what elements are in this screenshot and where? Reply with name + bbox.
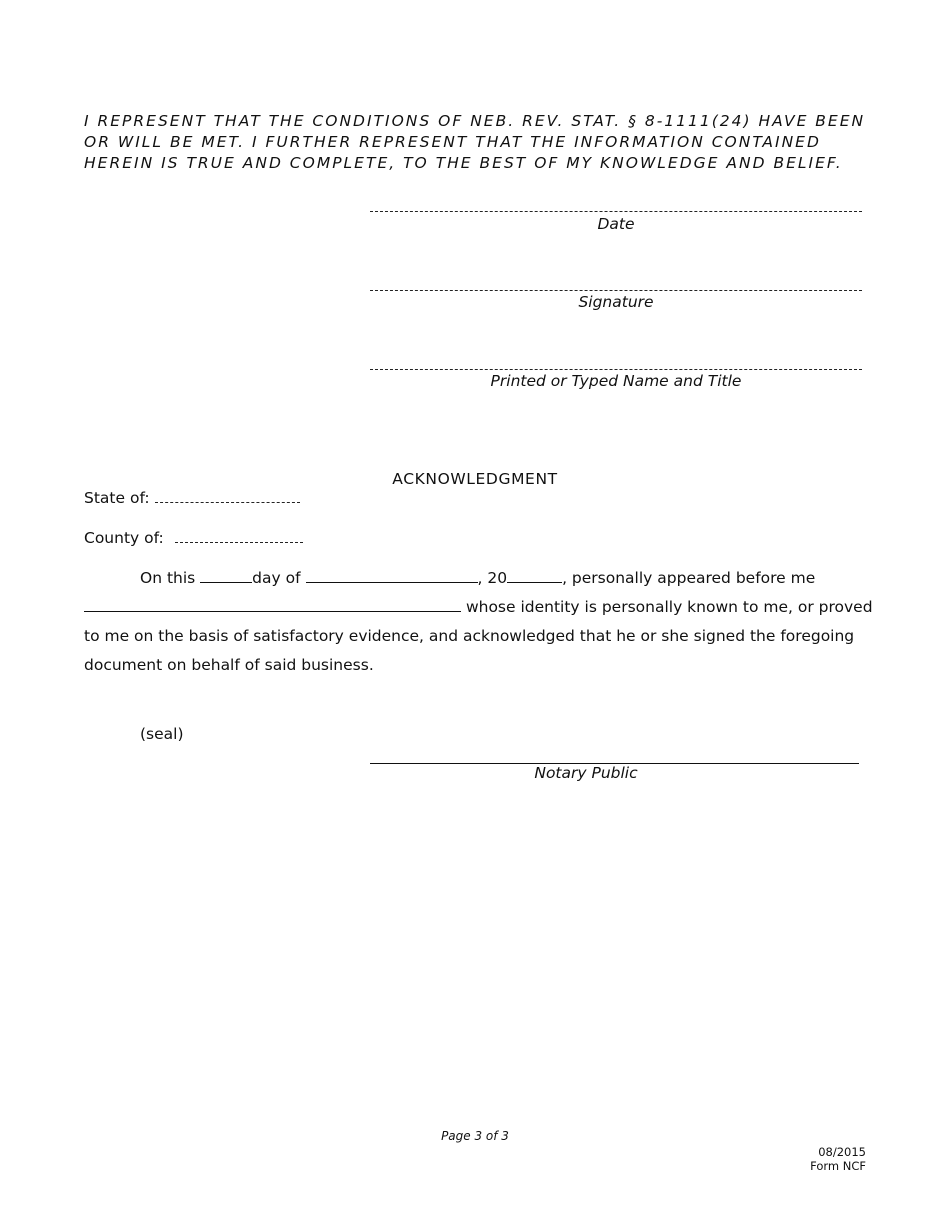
signature-line[interactable] bbox=[370, 290, 862, 291]
ack-paragraph-line-2 bbox=[84, 597, 873, 616]
ack-paragraph-line-1 bbox=[140, 568, 815, 587]
day-blank[interactable] bbox=[200, 568, 252, 583]
representation-line-3: HEREIN IS TRUE AND COMPLETE, TO THE BEST OF MY KNOWLEDGE AND BELIEF. bbox=[84, 154, 843, 172]
year-prefix-text: , 20 bbox=[477, 569, 508, 587]
name-title-label: Printed or Typed Name and Title bbox=[490, 372, 742, 390]
month-blank[interactable] bbox=[306, 568, 478, 583]
form-info bbox=[810, 1145, 866, 1173]
year-blank[interactable] bbox=[507, 568, 562, 583]
seal-label: (seal) bbox=[140, 725, 184, 743]
signature-label: Signature bbox=[578, 293, 654, 311]
page-number: Page 3 of 3 bbox=[441, 1129, 509, 1143]
name-title-line[interactable] bbox=[370, 369, 862, 370]
ack-paragraph-line-4: document on behalf of said business. bbox=[84, 656, 374, 674]
personally-appeared-text: , personally appeared before me bbox=[562, 569, 816, 587]
state-input-line[interactable] bbox=[155, 490, 300, 503]
state-label: State of: bbox=[84, 489, 150, 507]
ack-paragraph-line-3: to me on the basis of satisfactory evidence, and acknowledged that he or she signed the foregoing bbox=[84, 627, 855, 645]
representation-line-1: I REPRESENT THAT THE CONDITIONS OF NEB. REV. STAT. § 8-1111(24) HAVE BEEN bbox=[84, 112, 866, 130]
county-label: County of: bbox=[84, 529, 164, 547]
identity-text: whose identity is personally known to me, or proved bbox=[465, 598, 873, 616]
form-name: Form NCF bbox=[810, 1159, 866, 1173]
date-line[interactable] bbox=[370, 211, 862, 212]
notary-public-label: Notary Public bbox=[534, 764, 638, 782]
form-date-code: 08/2015 bbox=[818, 1145, 866, 1159]
date-label: Date bbox=[597, 215, 635, 233]
representation-statement bbox=[84, 111, 884, 174]
on-this-text: On this bbox=[140, 569, 196, 587]
acknowledgment-title: ACKNOWLEDGMENT bbox=[392, 470, 558, 488]
state-field bbox=[84, 489, 300, 507]
county-input-line[interactable] bbox=[175, 530, 303, 543]
representation-line-2: OR WILL BE MET. I FURTHER REPRESENT THAT THE INFORMATION CONTAINED bbox=[84, 133, 821, 151]
day-of-text: day of bbox=[252, 569, 301, 587]
appearing-person-blank[interactable] bbox=[84, 597, 461, 612]
county-field bbox=[84, 529, 303, 547]
